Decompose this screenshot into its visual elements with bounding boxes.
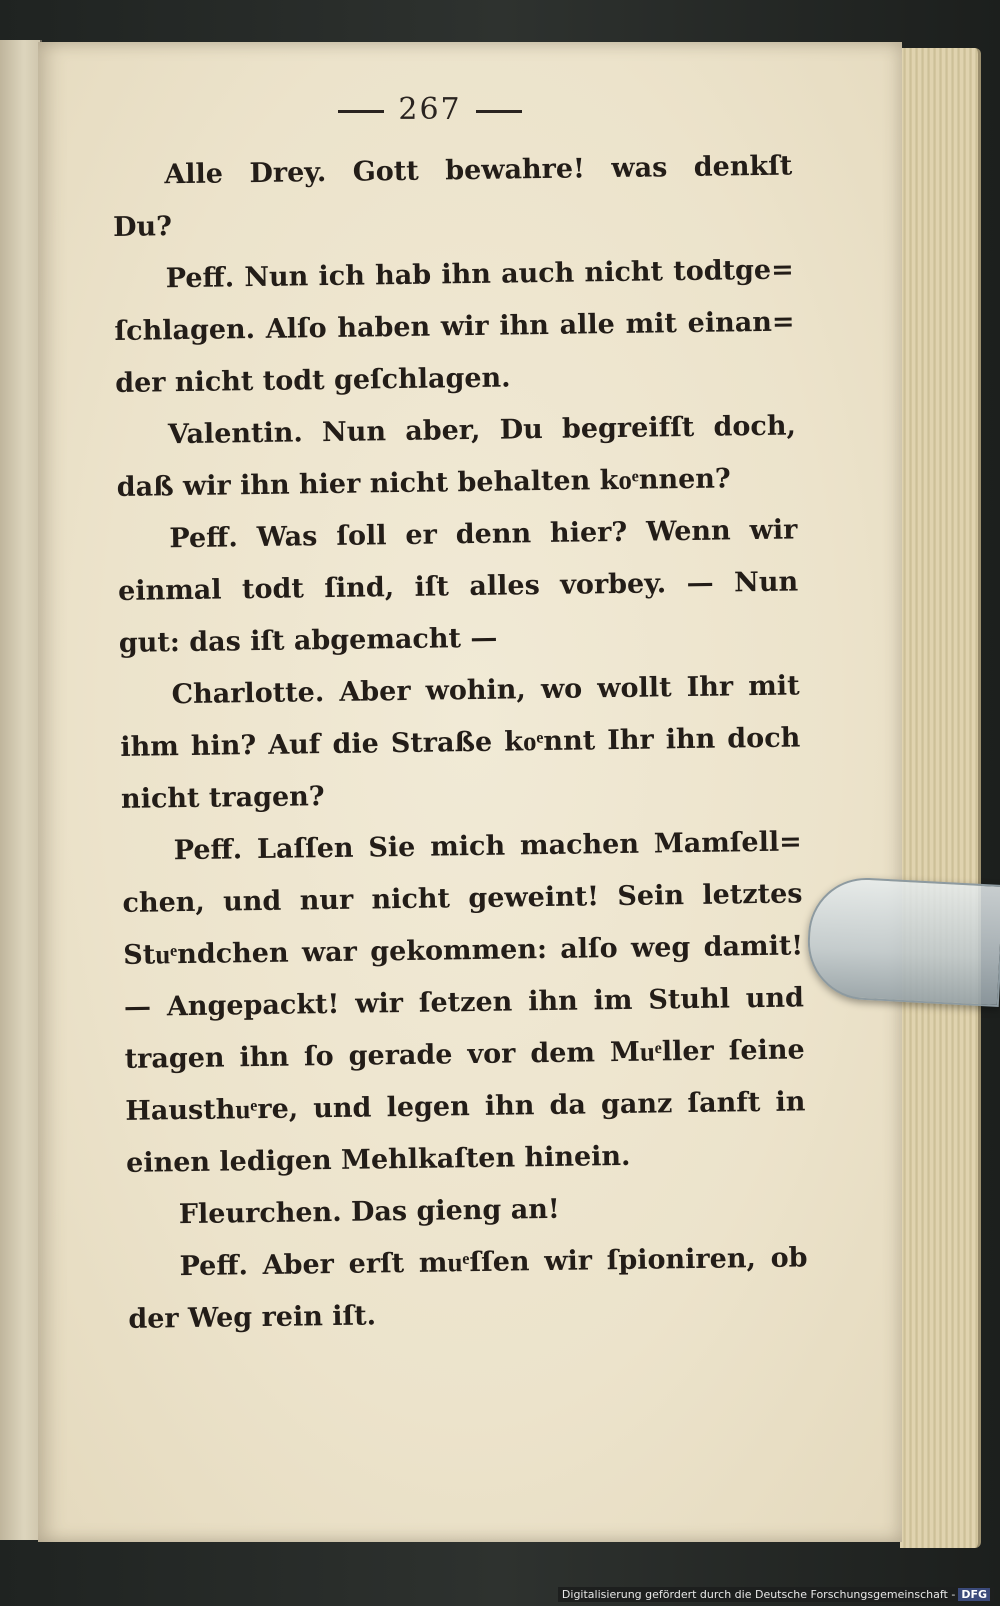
text-line: Alle Drey. Gott bewahre! was denkſt — [164, 150, 793, 191]
text-line: ihm hin? Auf die Straße koͤnnt Ihr ihn doch — [120, 722, 801, 763]
text-line: Valentin. Nun aber, Du begreifſt doch, — [167, 410, 797, 451]
text-line: ſchlagen. Alſo haben wir ihn alle mit einan= — [114, 306, 795, 347]
header-dash-right — [476, 110, 522, 113]
text-line: Stuͤndchen war gekommen: alſo weg damit! — [123, 930, 804, 971]
text-line: tragen ihn ſo gerade vor dem Muͤller ſeine — [124, 1034, 805, 1075]
text-line: Du? — [112, 211, 173, 243]
text-line: Peff. Laſſen Sie mich machen Mamſell= — [173, 826, 802, 867]
text-line: daß wir ihn hier nicht behalten koͤnnen? — [116, 463, 731, 503]
header-dash-left — [338, 110, 384, 113]
left-page-edge — [0, 40, 42, 1540]
page-text — [112, 141, 809, 1346]
text-line: Fleurchen. Das gieng an! — [178, 1193, 560, 1231]
text-line: nicht tragen? — [120, 781, 325, 815]
text-line: chen, und nur nicht geweint! Sein letztes — [122, 878, 803, 919]
text-line: der nicht todt geſchlagen. — [115, 362, 511, 399]
footer-credit — [558, 1587, 994, 1602]
text-line: einmal todt ſind, iſt alles vorbey. — Nun — [117, 566, 799, 607]
footer-text: Digitalisierung gefördert durch die Deutsche Forschungsgemeinschaft - — [561, 1588, 956, 1601]
text-line: Hausthuͤre, und legen ihn da ganz ſanft in — [125, 1086, 806, 1127]
text-line: gut: das iſt abgemacht — — [118, 622, 498, 659]
page-header — [300, 92, 560, 127]
text-line: Peff. Aber erſt muͤſſen wir ſpioniren, ob — [179, 1242, 808, 1283]
text-line: einen ledigen Mehlkaſten hinein. — [125, 1140, 631, 1179]
dfg-logo: DFG — [958, 1588, 990, 1601]
page-stack-edge — [900, 48, 981, 1548]
text-line: Charlotte. Aber wohin, wo wollt Ihr mit — [171, 670, 800, 711]
text-line: der Weg rein iſt. — [128, 1300, 377, 1335]
text-line: Peff. Was ſoll er denn hier? Wenn wir — [169, 514, 798, 555]
page-number: 267 — [398, 92, 462, 127]
text-line: Peff. Nun ich hab ihn auch nicht todtge= — [165, 254, 794, 295]
page-clip — [805, 875, 1000, 1007]
text-line: — Angepackt! wir ſetzen ihn im Stuhl und — [123, 982, 805, 1023]
